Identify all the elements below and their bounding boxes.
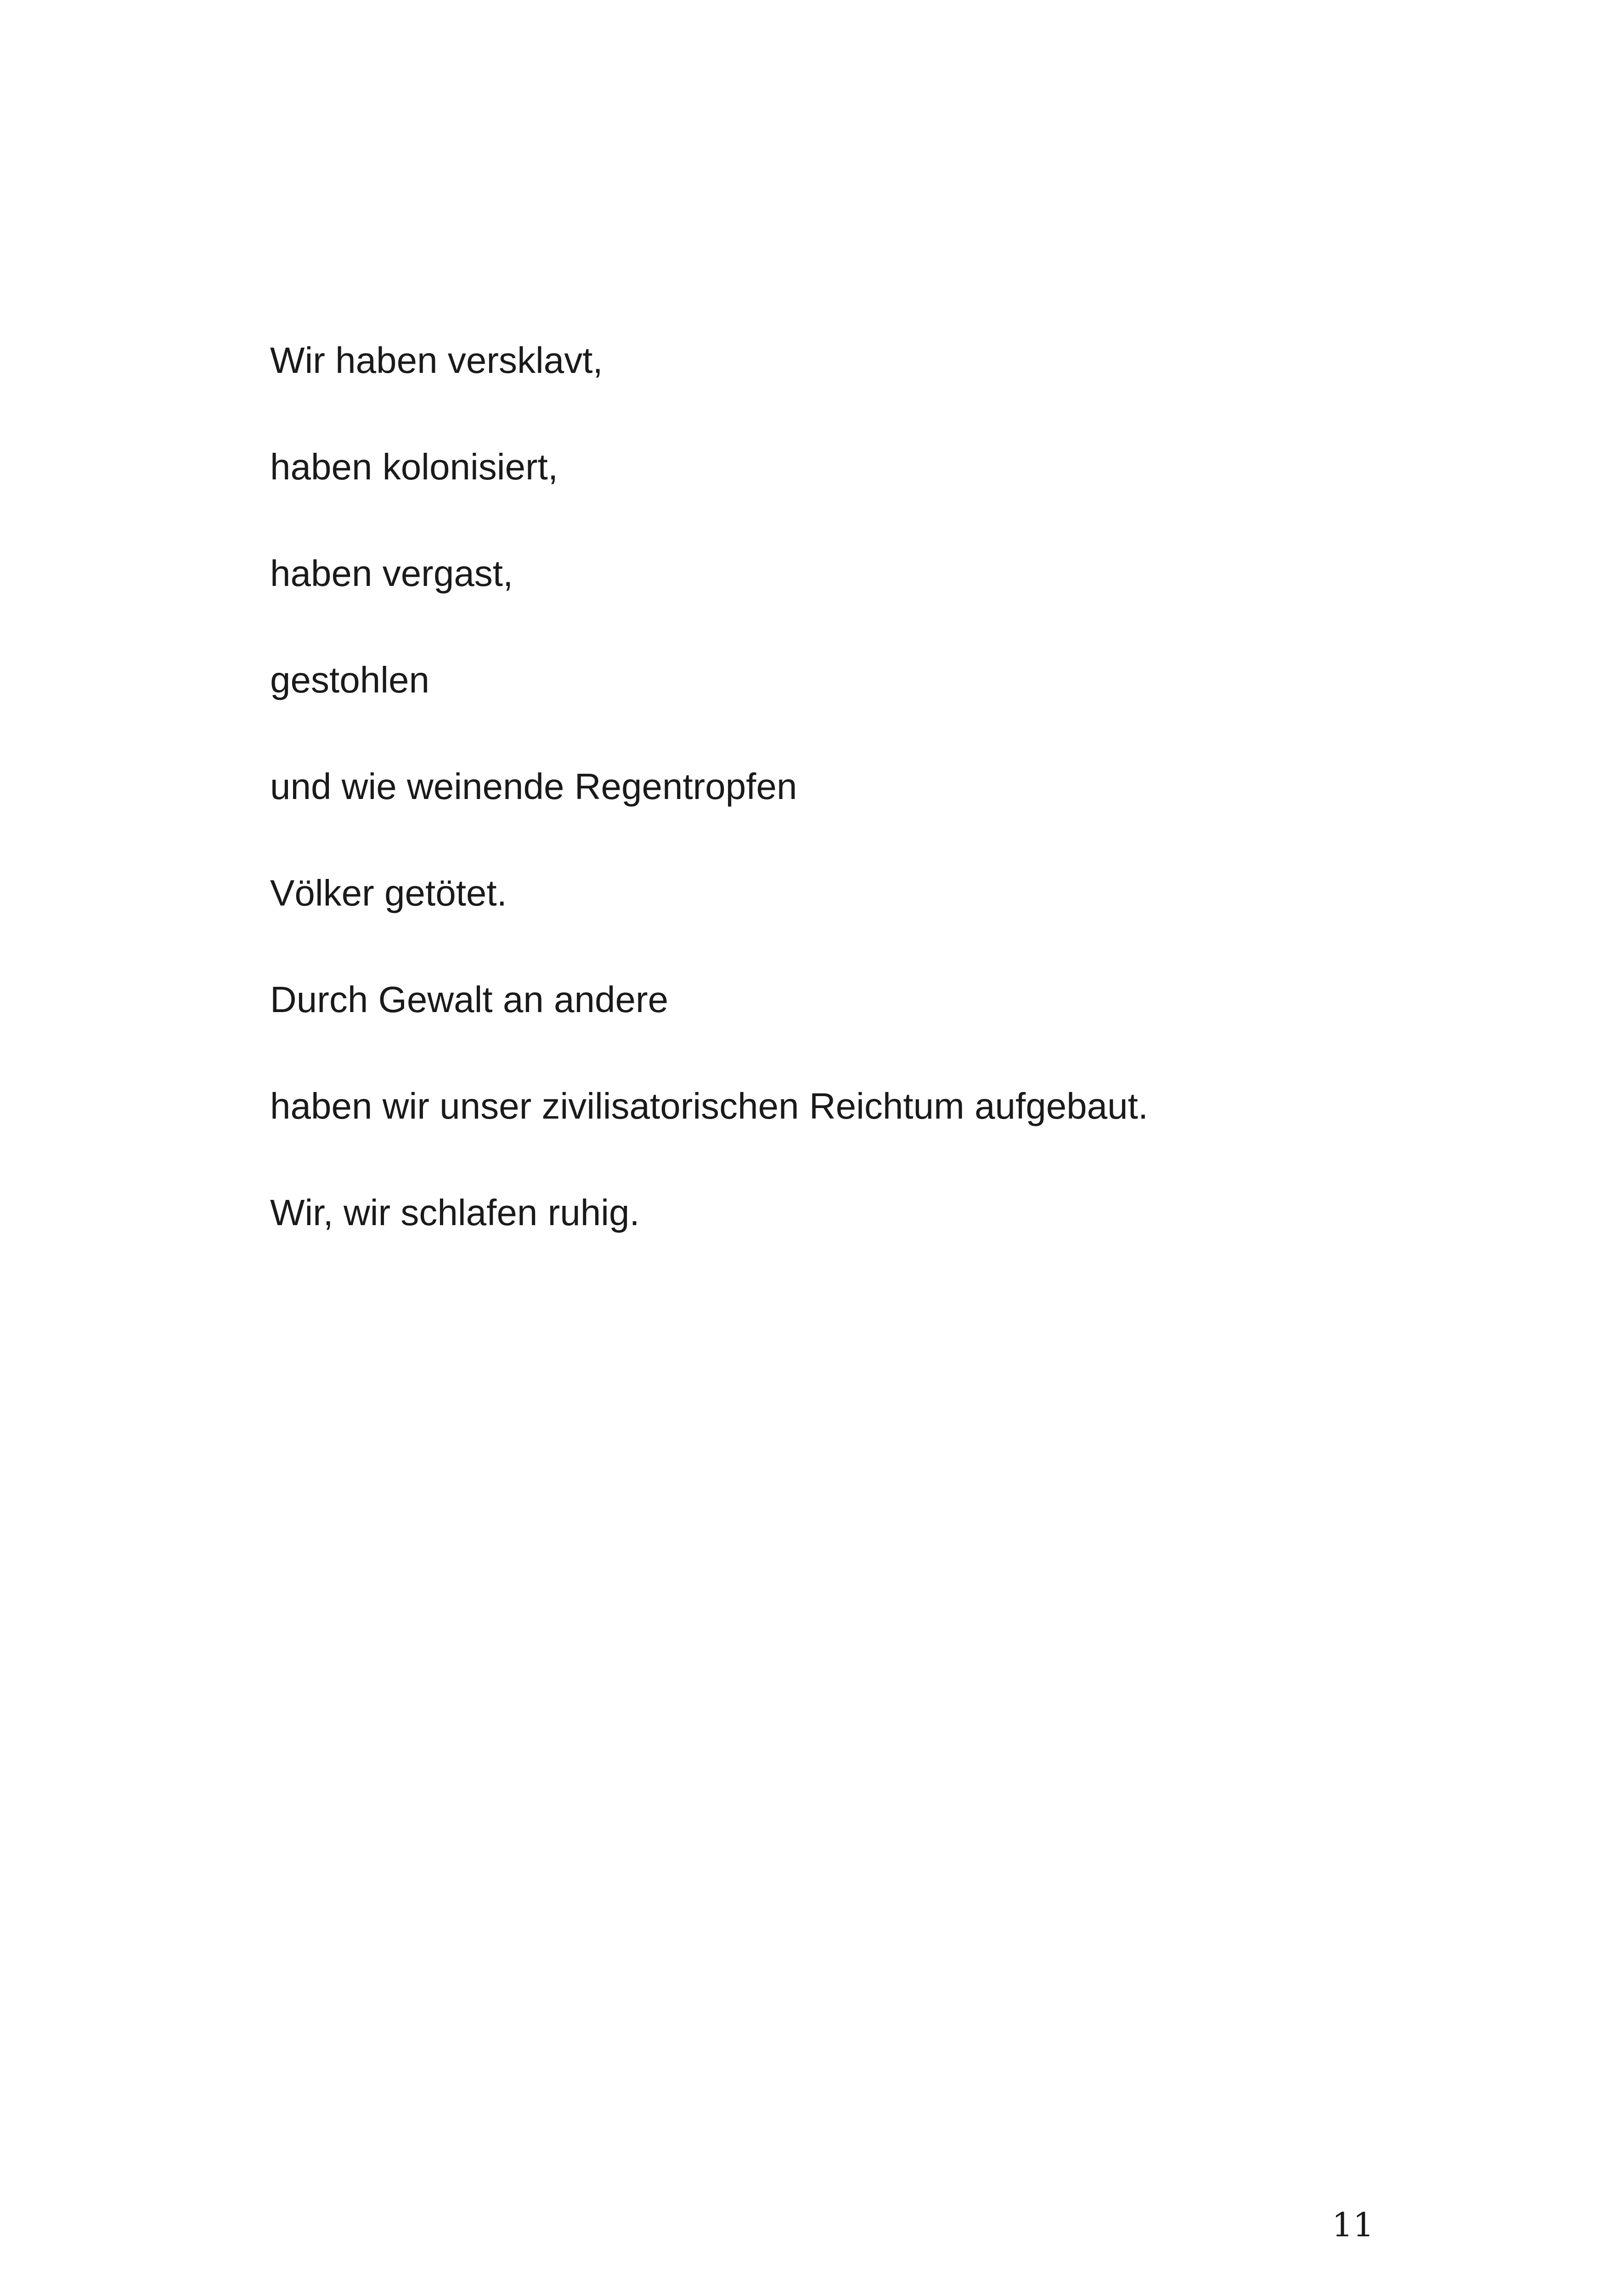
- poem-line: Wir, wir schlafen ruhig.: [270, 1192, 640, 1233]
- poem-line: haben kolonisiert,: [270, 446, 558, 487]
- poem-line: und wie weinende Regentropfen: [270, 766, 797, 807]
- poem-line: Durch Gewalt an andere: [270, 979, 669, 1020]
- poem-line: gestohlen: [270, 659, 429, 700]
- poem-text: [270, 338, 1464, 1296]
- page-number: 11: [1332, 2206, 1374, 2244]
- poem-line: Völker getötet.: [270, 872, 507, 913]
- poem-line: Wir haben versklavt,: [270, 340, 603, 381]
- poem-line: haben wir unser zivilisatorischen Reichtum aufgebaut.: [270, 1086, 1149, 1126]
- poem-line: haben vergast,: [270, 553, 513, 594]
